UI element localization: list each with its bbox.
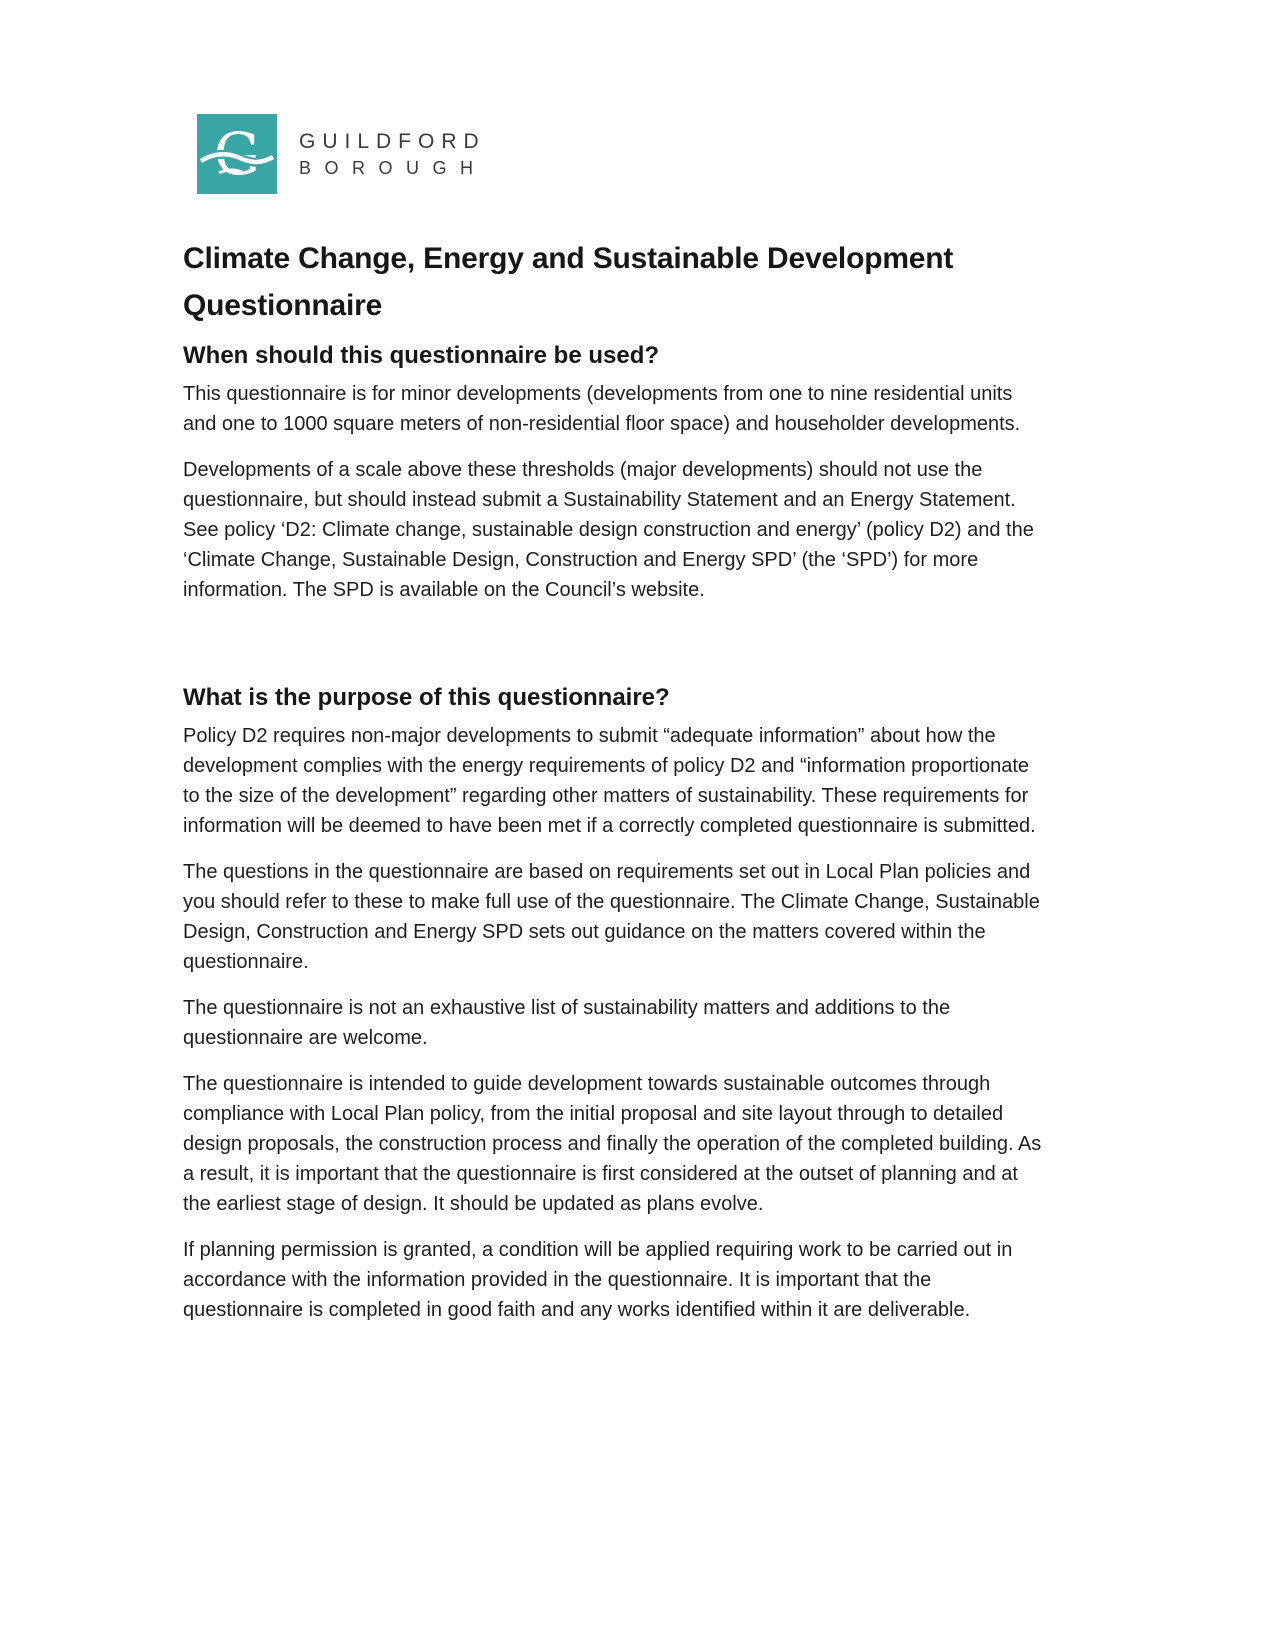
logo-letter-g: G — [213, 120, 261, 188]
paragraph-policy-d2: Policy D2 requires non-major developments to submit “adequate information” about how the development complies with the energy requirements of policy D2 and “information proportionate to the size of the development” regarding other matters of sustainability. These requirements for information will be deemed to have been met if a correctly completed questionnaire is submitted. — [183, 725, 1036, 837]
guildford-borough-logo — [197, 113, 1045, 195]
document-title-line-1: Climate Change, Energy and Sustainable Development — [183, 242, 954, 275]
document-title — [183, 235, 1045, 329]
paragraph-not-exhaustive: The questionnaire is not an exhaustive list of sustainability matters and additions to the questionnaire are welcome. — [183, 997, 951, 1049]
section-when-used — [183, 339, 1045, 605]
section-purpose — [183, 681, 1045, 1325]
paragraph-guide-development: The questionnaire is intended to guide development towards sustainable outcomes through compliance with Local Plan policy, from the initial proposal and site layout through to detailed design proposals, the construction process and finally the operation of the completed building. As a result, it is important that the questionnaire is first considered at the outset of planning and at the earliest stage of design. It should be updated as plans evolve. — [183, 1073, 1042, 1215]
document-title-line-2: Questionnaire — [183, 289, 383, 322]
paragraph-major-developments: Developments of a scale above these thresholds (major developments) should not use the questionnaire, but should instead submit a Sustainability Statement and an Energy Statement. See policy ‘D2: Climate change, sustainable design construction and energy’ (policy D2) and the ‘Climate Change, Sustainable Design, Construction and Energy SPD’ (the ‘SPD’) for more information. The SPD is available on the Council’s website. — [183, 459, 1034, 601]
paragraph-minor-developments: This questionnaire is for minor developments (developments from one to nine residential units and one to 1000 square meters of non-residential floor space) and householder developments. — [183, 383, 1021, 435]
paragraph-planning-permission: If planning permission is granted, a condition will be applied requiring work to be carried out in accordance with the information provided in the questionnaire. It is important that the questionnaire is completed in good faith and any works identified within it are deliverable. — [183, 1239, 1013, 1321]
logo-wordmark — [299, 130, 487, 179]
logo-wordmark-borough: BOROUGH — [299, 157, 487, 178]
paragraph-local-plan-policies: The questions in the questionnaire are based on requirements set out in Local Plan policies and you should refer to these to make full use of the questionnaire. The Climate Change, Sustainable Design, Construction and Energy SPD sets out guidance on the matters covered within the questionnaire. — [183, 861, 1040, 973]
section-heading-when-used: When should this questionnaire be used? — [183, 342, 660, 369]
logo-mark — [197, 114, 277, 194]
section-heading-purpose: What is the purpose of this questionnaire? — [183, 684, 670, 711]
page-content — [183, 113, 1045, 1325]
logo-wordmark-guildford: GUILDFORD — [299, 129, 486, 153]
wave-icon — [197, 114, 277, 194]
